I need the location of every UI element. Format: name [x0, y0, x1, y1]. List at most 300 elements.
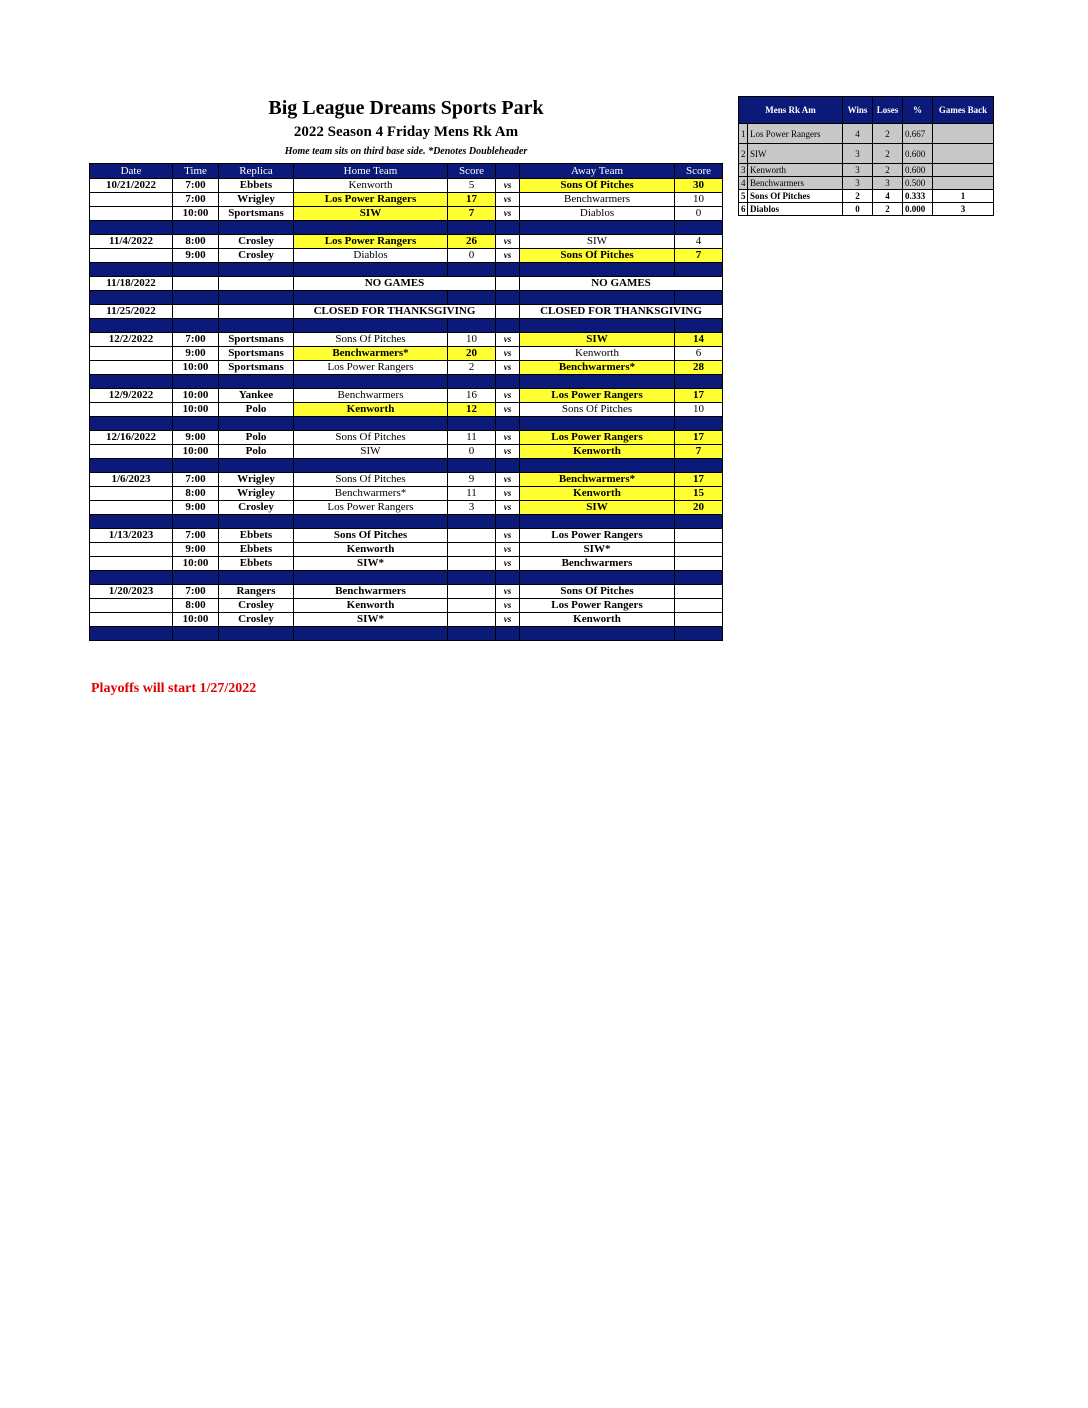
vs-label: vs: [496, 599, 520, 613]
home-team: SIW*: [294, 557, 448, 571]
game-date: 1/20/2023: [90, 585, 173, 599]
standings-wins: 3: [843, 164, 873, 177]
game-date: [90, 207, 173, 221]
game-time: 10:00: [173, 613, 219, 627]
vs-label: vs: [496, 361, 520, 375]
home-team: SIW*: [294, 613, 448, 627]
separator-cell: [294, 515, 448, 529]
game-replica: Ebbets: [219, 179, 294, 193]
standings-col-games-back: Games Back: [933, 97, 994, 124]
home-score: 7: [448, 207, 496, 221]
away-team: Kenworth: [520, 445, 675, 459]
separator-cell: [496, 417, 520, 431]
game-row: [90, 389, 723, 403]
separator-cell: [448, 627, 496, 641]
vs-label: vs: [496, 613, 520, 627]
week-separator: [90, 417, 723, 431]
standings-pct: 0.333: [903, 190, 933, 203]
game-replica: Wrigley: [219, 193, 294, 207]
separator-cell: [448, 515, 496, 529]
separator-cell: [675, 459, 723, 473]
separator-cell: [675, 375, 723, 389]
standings-row: [739, 164, 994, 177]
home-team-note: Home team sits on third base side. *Denotes Doubleheader: [284, 146, 528, 157]
game-replica: Sportsmans: [219, 207, 294, 221]
standings-col-wins: Wins: [843, 97, 873, 124]
separator-cell: [90, 417, 173, 431]
game-row: [90, 445, 723, 459]
game-replica: Wrigley: [219, 473, 294, 487]
game-replica: Crosley: [219, 599, 294, 613]
separator-cell: [219, 571, 294, 585]
separator-cell: [90, 571, 173, 585]
game-time: 7:00: [173, 529, 219, 543]
game-date: [90, 361, 173, 375]
separator-cell: [675, 417, 723, 431]
game-time: 7:00: [173, 193, 219, 207]
col-away-score: Score: [675, 164, 723, 179]
away-score: [675, 529, 723, 543]
home-score: 12: [448, 403, 496, 417]
away-team: Los Power Rangers: [520, 599, 675, 613]
home-team: Sons Of Pitches: [294, 333, 448, 347]
home-team: SIW: [294, 207, 448, 221]
away-team: Kenworth: [520, 487, 675, 501]
home-score: 17: [448, 193, 496, 207]
separator-cell: [520, 319, 675, 333]
home-team-notice: NO GAMES: [294, 277, 496, 291]
home-score: [448, 529, 496, 543]
week-separator: [90, 263, 723, 277]
game-time: 9:00: [173, 543, 219, 557]
game-time: 10:00: [173, 445, 219, 459]
away-team: Sons Of Pitches: [520, 403, 675, 417]
home-team-notice: CLOSED FOR THANKSGIVING: [294, 305, 496, 319]
home-team: Sons Of Pitches: [294, 529, 448, 543]
game-replica: Polo: [219, 431, 294, 445]
game-row: [90, 473, 723, 487]
away-team: Kenworth: [520, 613, 675, 627]
standings-wins: 2: [843, 190, 873, 203]
standings-games-back: 3: [933, 203, 994, 216]
game-date: [90, 249, 173, 263]
away-score: 7: [675, 445, 723, 459]
game-time: 8:00: [173, 487, 219, 501]
away-team: Benchwarmers: [520, 193, 675, 207]
away-score: 28: [675, 361, 723, 375]
standings-loses: 2: [873, 164, 903, 177]
game-time: 10:00: [173, 403, 219, 417]
col-replica: Replica: [219, 164, 294, 179]
vs-label: vs: [496, 529, 520, 543]
game-replica: Sportsmans: [219, 347, 294, 361]
vs-label: vs: [496, 557, 520, 571]
separator-cell: [294, 459, 448, 473]
game-row: [90, 599, 723, 613]
separator-cell: [496, 627, 520, 641]
home-team: Kenworth: [294, 403, 448, 417]
vs-label: vs: [496, 333, 520, 347]
game-date: [90, 599, 173, 613]
standings-team: Kenworth: [748, 164, 843, 177]
separator-cell: [219, 627, 294, 641]
game-date: [90, 403, 173, 417]
separator-cell: [294, 319, 448, 333]
week-separator: [90, 221, 723, 235]
separator-cell: [448, 221, 496, 235]
away-score: 6: [675, 347, 723, 361]
separator-cell: [294, 291, 448, 305]
separator-cell: [496, 375, 520, 389]
standings-row: [739, 203, 994, 216]
separator-cell: [675, 627, 723, 641]
separator-cell: [675, 291, 723, 305]
away-score: 15: [675, 487, 723, 501]
week-separator: [90, 627, 723, 641]
separator-cell: [219, 417, 294, 431]
standings-pct: 0.600: [903, 164, 933, 177]
game-time: 7:00: [173, 179, 219, 193]
vs-label: vs: [496, 347, 520, 361]
standings-wins: 3: [843, 177, 873, 190]
game-replica: [219, 305, 294, 319]
separator-cell: [173, 319, 219, 333]
separator-cell: [675, 571, 723, 585]
home-team: Benchwarmers: [294, 585, 448, 599]
away-team: Los Power Rangers: [520, 389, 675, 403]
away-score: 4: [675, 235, 723, 249]
home-score: 11: [448, 487, 496, 501]
game-row: [90, 305, 723, 319]
col-date: Date: [90, 164, 173, 179]
home-score: [448, 613, 496, 627]
standings-rank: 1: [739, 124, 748, 144]
separator-cell: [496, 221, 520, 235]
separator-cell: [90, 291, 173, 305]
game-date: 12/16/2022: [90, 431, 173, 445]
home-team: Kenworth: [294, 599, 448, 613]
standings-rank: 5: [739, 190, 748, 203]
vs-label: vs: [496, 431, 520, 445]
game-time: 9:00: [173, 501, 219, 515]
separator-cell: [448, 291, 496, 305]
standings-games-back: 1: [933, 190, 994, 203]
separator-cell: [496, 571, 520, 585]
away-team: SIW: [520, 333, 675, 347]
playoffs-notice: Playoffs will start 1/27/2022: [91, 681, 257, 696]
game-row: [90, 347, 723, 361]
standings-rank: 3: [739, 164, 748, 177]
away-team: Los Power Rangers: [520, 529, 675, 543]
vs-label: vs: [496, 473, 520, 487]
vs-label: vs: [496, 207, 520, 221]
vs-cell: [496, 277, 520, 291]
separator-cell: [173, 375, 219, 389]
separator-cell: [448, 417, 496, 431]
standings-pct: 0.600: [903, 144, 933, 164]
separator-cell: [294, 417, 448, 431]
home-score: 10: [448, 333, 496, 347]
home-team: Kenworth: [294, 179, 448, 193]
standings-row: [739, 190, 994, 203]
home-score: 11: [448, 431, 496, 445]
game-date: 12/9/2022: [90, 389, 173, 403]
schedule-header-row: [90, 164, 723, 179]
separator-cell: [219, 291, 294, 305]
vs-label: vs: [496, 585, 520, 599]
home-team: SIW: [294, 445, 448, 459]
standings-team: Sons Of Pitches: [748, 190, 843, 203]
home-score: 16: [448, 389, 496, 403]
standings-row: [739, 124, 994, 144]
standings-games-back: [933, 124, 994, 144]
standings-rank: 6: [739, 203, 748, 216]
game-row: [90, 249, 723, 263]
home-team: Diablos: [294, 249, 448, 263]
separator-cell: [219, 263, 294, 277]
away-score: 17: [675, 431, 723, 445]
game-date: [90, 501, 173, 515]
game-date: [90, 347, 173, 361]
away-score: [675, 599, 723, 613]
separator-cell: [448, 459, 496, 473]
separator-cell: [675, 319, 723, 333]
separator-cell: [448, 263, 496, 277]
separator-cell: [520, 627, 675, 641]
separator-cell: [448, 375, 496, 389]
away-team: Sons Of Pitches: [520, 585, 675, 599]
standings-team: SIW: [748, 144, 843, 164]
away-team: Sons Of Pitches: [520, 249, 675, 263]
standings-row: [739, 177, 994, 190]
home-score: 20: [448, 347, 496, 361]
home-team: Los Power Rangers: [294, 501, 448, 515]
game-time: 9:00: [173, 347, 219, 361]
game-row: [90, 543, 723, 557]
vs-label: vs: [496, 249, 520, 263]
vs-cell: [496, 305, 520, 319]
separator-cell: [294, 627, 448, 641]
standings-loses: 2: [873, 144, 903, 164]
away-team-notice: NO GAMES: [520, 277, 723, 291]
separator-cell: [294, 375, 448, 389]
home-team: Los Power Rangers: [294, 361, 448, 375]
game-replica: Crosley: [219, 235, 294, 249]
separator-cell: [520, 459, 675, 473]
home-score: 5: [448, 179, 496, 193]
away-team: Diablos: [520, 207, 675, 221]
standings-loses: 4: [873, 190, 903, 203]
game-time: 10:00: [173, 557, 219, 571]
separator-cell: [173, 221, 219, 235]
separator-cell: [496, 319, 520, 333]
separator-cell: [90, 627, 173, 641]
away-score: 30: [675, 179, 723, 193]
home-score: 2: [448, 361, 496, 375]
vs-label: vs: [496, 487, 520, 501]
away-score: [675, 557, 723, 571]
standings-col-division: Mens Rk Am: [739, 97, 843, 124]
week-separator: [90, 319, 723, 333]
vs-label: vs: [496, 389, 520, 403]
game-date: 11/4/2022: [90, 235, 173, 249]
game-date: [90, 445, 173, 459]
standings-team: Benchwarmers: [748, 177, 843, 190]
away-team: Kenworth: [520, 347, 675, 361]
game-time: 9:00: [173, 249, 219, 263]
home-team: Los Power Rangers: [294, 193, 448, 207]
away-score: [675, 543, 723, 557]
away-score: 10: [675, 403, 723, 417]
away-team: SIW*: [520, 543, 675, 557]
game-replica: Ebbets: [219, 529, 294, 543]
col-home-score: Score: [448, 164, 496, 179]
separator-cell: [675, 515, 723, 529]
separator-cell: [294, 571, 448, 585]
standings-col-pct: %: [903, 97, 933, 124]
away-team: Benchwarmers*: [520, 361, 675, 375]
game-date: [90, 557, 173, 571]
game-replica: Polo: [219, 403, 294, 417]
separator-cell: [520, 291, 675, 305]
away-team: SIW: [520, 501, 675, 515]
home-team: Sons Of Pitches: [294, 431, 448, 445]
home-score: 26: [448, 235, 496, 249]
standings-pct: 0.667: [903, 124, 933, 144]
standings-header-row: [739, 97, 994, 124]
home-score: 9: [448, 473, 496, 487]
separator-cell: [448, 571, 496, 585]
home-score: [448, 599, 496, 613]
home-score: [448, 543, 496, 557]
separator-cell: [219, 515, 294, 529]
home-score: 3: [448, 501, 496, 515]
game-row: [90, 613, 723, 627]
game-replica: Ebbets: [219, 543, 294, 557]
week-separator: [90, 459, 723, 473]
standings-games-back: [933, 164, 994, 177]
home-score: 0: [448, 445, 496, 459]
away-score: 14: [675, 333, 723, 347]
game-time: 7:00: [173, 473, 219, 487]
game-row: [90, 193, 723, 207]
game-replica: Ebbets: [219, 557, 294, 571]
separator-cell: [496, 515, 520, 529]
separator-cell: [294, 221, 448, 235]
standings-pct: 0.000: [903, 203, 933, 216]
game-date: [90, 613, 173, 627]
separator-cell: [520, 571, 675, 585]
vs-label: vs: [496, 193, 520, 207]
separator-cell: [520, 375, 675, 389]
home-team: Kenworth: [294, 543, 448, 557]
col-home-team: Home Team: [294, 164, 448, 179]
separator-cell: [675, 263, 723, 277]
game-replica: Polo: [219, 445, 294, 459]
standings-pct: 0.500: [903, 177, 933, 190]
schedule-table: [89, 163, 723, 641]
game-row: [90, 207, 723, 221]
away-team-notice: CLOSED FOR THANKSGIVING: [520, 305, 723, 319]
separator-cell: [219, 459, 294, 473]
separator-cell: [219, 375, 294, 389]
standings-loses: 2: [873, 124, 903, 144]
col-time: Time: [173, 164, 219, 179]
separator-cell: [520, 221, 675, 235]
game-time: 10:00: [173, 207, 219, 221]
separator-cell: [520, 417, 675, 431]
game-date: 11/18/2022: [90, 277, 173, 291]
game-time: 7:00: [173, 585, 219, 599]
separator-cell: [496, 291, 520, 305]
week-separator: [90, 571, 723, 585]
standings-team: Los Power Rangers: [748, 124, 843, 144]
game-replica: Rangers: [219, 585, 294, 599]
game-replica: Crosley: [219, 501, 294, 515]
game-time: 9:00: [173, 431, 219, 445]
away-score: 10: [675, 193, 723, 207]
page-title: Big League Dreams Sports Park: [268, 97, 544, 119]
game-time: 8:00: [173, 235, 219, 249]
separator-cell: [173, 291, 219, 305]
away-score: 0: [675, 207, 723, 221]
away-team: Benchwarmers: [520, 557, 675, 571]
col-vs: [496, 164, 520, 179]
game-date: 10/21/2022: [90, 179, 173, 193]
col-away-team: Away Team: [520, 164, 675, 179]
vs-label: vs: [496, 179, 520, 193]
home-team: Los Power Rangers: [294, 235, 448, 249]
away-score: [675, 585, 723, 599]
standings-wins: 0: [843, 203, 873, 216]
home-score: [448, 557, 496, 571]
standings-team: Diablos: [748, 203, 843, 216]
separator-cell: [219, 319, 294, 333]
standings-row: [739, 144, 994, 164]
game-row: [90, 361, 723, 375]
separator-cell: [173, 417, 219, 431]
game-row: [90, 235, 723, 249]
game-date: 11/25/2022: [90, 305, 173, 319]
week-separator: [90, 375, 723, 389]
standings-games-back: [933, 144, 994, 164]
game-time: 10:00: [173, 389, 219, 403]
home-score: 0: [448, 249, 496, 263]
separator-cell: [520, 263, 675, 277]
separator-cell: [90, 515, 173, 529]
standings-rank: 2: [739, 144, 748, 164]
away-score: 20: [675, 501, 723, 515]
game-date: 1/13/2023: [90, 529, 173, 543]
standings-col-loses: Loses: [873, 97, 903, 124]
game-row: [90, 585, 723, 599]
separator-cell: [173, 263, 219, 277]
away-score: 7: [675, 249, 723, 263]
home-team: Benchwarmers: [294, 389, 448, 403]
separator-cell: [496, 459, 520, 473]
game-replica: [219, 277, 294, 291]
vs-label: vs: [496, 235, 520, 249]
home-score: [448, 585, 496, 599]
game-time: 8:00: [173, 599, 219, 613]
away-score: [675, 613, 723, 627]
standings-loses: 3: [873, 177, 903, 190]
game-row: [90, 487, 723, 501]
game-row: [90, 501, 723, 515]
game-replica: Crosley: [219, 613, 294, 627]
game-replica: Yankee: [219, 389, 294, 403]
separator-cell: [173, 459, 219, 473]
